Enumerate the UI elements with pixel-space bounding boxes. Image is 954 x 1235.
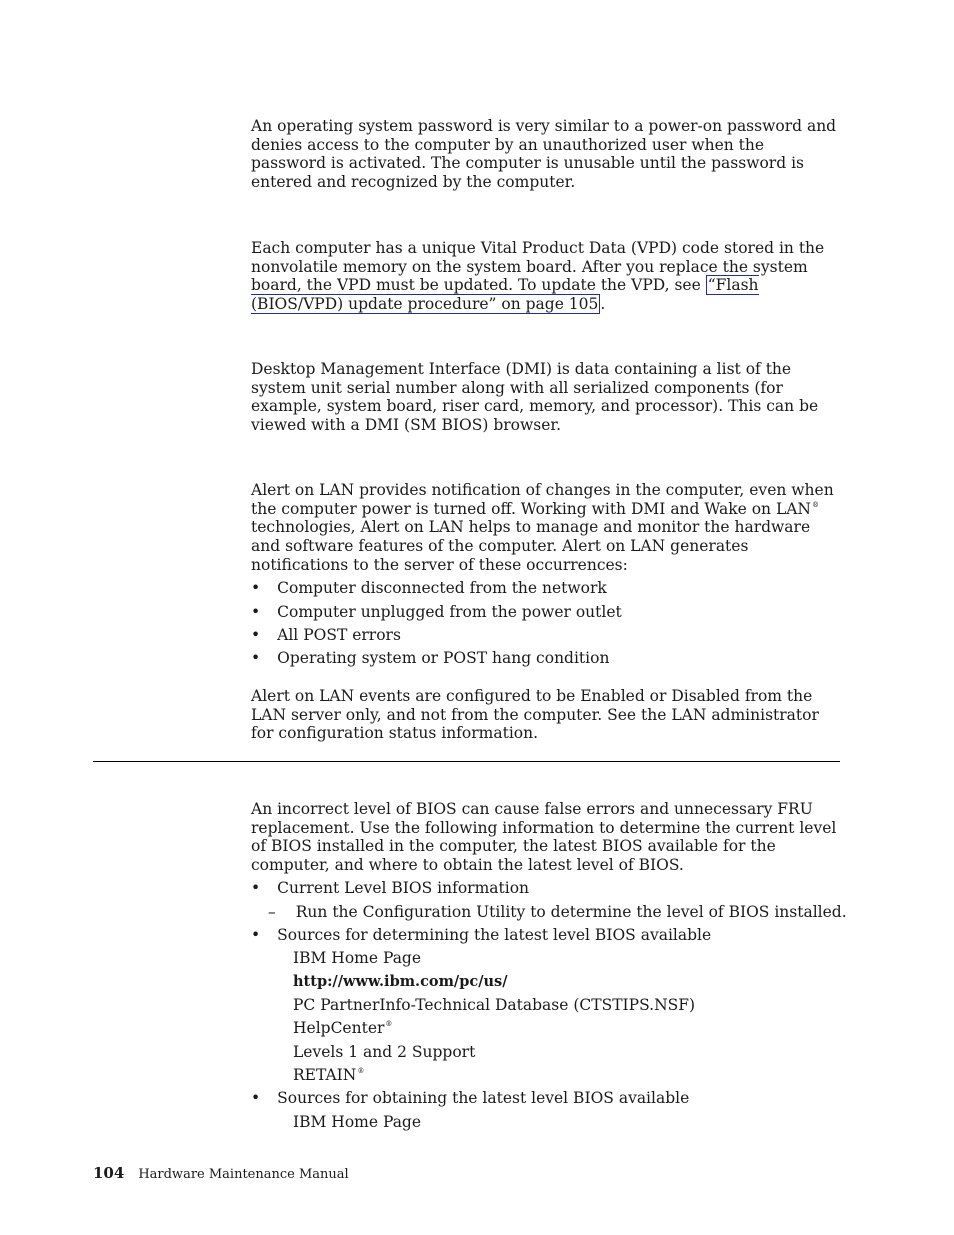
- retain-label: RETAIN: [293, 1066, 357, 1084]
- list-item: [251, 603, 622, 622]
- list-item-label: Computer unplugged from the power outlet: [277, 603, 622, 621]
- list-item: [251, 626, 401, 645]
- os-password-text: An operating system password is very similar to a power-on password and denies access to the computer by an unauthorized user when the password is activated. The computer is unusable until the password is entered and recognized by the computer.: [251, 117, 837, 192]
- bullet-icon: •: [251, 626, 261, 644]
- alert-intro-part1: Alert on LAN provides notification of changes in the computer, even when the computer power is turned off. Working with DMI and Wake on LAN: [251, 481, 834, 518]
- list-item: [251, 879, 529, 898]
- list-item-label: Computer disconnected from the network: [277, 579, 607, 597]
- alert-closing-paragraph: [251, 687, 841, 743]
- ibm-url: http://www.ibm.com/pc/us/: [293, 973, 508, 990]
- levels-support-label: Levels 1 and 2 Support: [293, 1043, 476, 1061]
- helpcenter-label: HelpCenter: [293, 1019, 385, 1037]
- alert-closing-text: Alert on LAN events are configured to be Enabled or Disabled from the LAN server only, and not from the computer. See the LAN administrator for configuration status information.: [251, 687, 819, 743]
- dmi-paragraph: [251, 360, 841, 435]
- flash-bios-update-link[interactable]: “Flash (BIOS/VPD) update procedure” on page 105: [251, 276, 759, 314]
- page-footer: [93, 1163, 349, 1182]
- bullet-icon: •: [251, 603, 261, 621]
- sources-determining-label: Sources for determining the latest level BIOS available: [277, 926, 712, 944]
- current-level-label: Current Level BIOS information: [277, 879, 530, 897]
- bullet-icon: •: [251, 879, 261, 897]
- manual-title: Hardware Maintenance Manual: [138, 1167, 349, 1182]
- vpd-text-start: Each computer has a unique Vital Product Data (VPD) code stored in the nonvolatile memory on the system board. After you replace the system board, the VPD must be updated. To update the VPD, see: [251, 239, 825, 295]
- ibm-home-page-label-2: IBM Home Page: [293, 1113, 422, 1131]
- sub-list-item: [268, 903, 847, 922]
- registered-mark: ®: [357, 1067, 365, 1075]
- sources-obtaining-label: Sources for obtaining the latest level BIOS available: [277, 1089, 690, 1107]
- vpd-paragraph: [251, 239, 841, 314]
- bullet-icon: •: [251, 1089, 261, 1107]
- run-config-text: Run the Configuration Utility to determine the level of BIOS installed.: [295, 903, 847, 921]
- ibm-home-page-label: IBM Home Page: [293, 949, 422, 967]
- retain-entry: [293, 1066, 364, 1085]
- bios-intro-paragraph: [251, 800, 841, 875]
- alert-intro-text: [251, 481, 841, 575]
- alert-intro-part2: technologies, Alert on LAN helps to manage and monitor the hardware and software features of the computer. Alert on LAN generates notifications to the server of these occurrences:: [251, 518, 811, 574]
- list-item: [251, 1089, 689, 1108]
- dmi-text: Desktop Management Interface (DMI) is data containing a list of the system unit serial number along with all serialized components (for example, system board, riser card, memory, and processor). This can be viewed with a DMI (SM BIOS) browser.: [251, 360, 819, 435]
- registered-mark: ®: [385, 1020, 393, 1028]
- list-item: [251, 926, 711, 945]
- bios-intro-text: An incorrect level of BIOS can cause false errors and unnecessary FRU replacement. Use the following information to determine the current level of BIOS installed in the computer, the latest BIOS available for the computer, and where to obtain the latest level of BIOS.: [251, 800, 837, 875]
- bullet-icon: •: [251, 649, 261, 667]
- bullet-icon: •: [251, 926, 261, 944]
- helpcenter-entry: [293, 1019, 392, 1038]
- list-item: [251, 649, 609, 668]
- pc-partnerinfo-label: PC PartnerInfo-Technical Database (CTSTIPS.NSF): [293, 996, 696, 1014]
- list-item-label: All POST errors: [277, 626, 401, 644]
- bullet-icon: •: [251, 579, 261, 597]
- vpd-text: [251, 239, 841, 314]
- alert-on-lan-paragraph: [251, 481, 841, 575]
- list-item: [251, 579, 607, 598]
- page-number: 104: [93, 1164, 125, 1182]
- list-item-label: Operating system or POST hang condition: [277, 649, 610, 667]
- os-password-paragraph: [251, 117, 841, 192]
- section-divider: [93, 761, 840, 762]
- dash-icon: –: [268, 903, 276, 921]
- registered-mark: ®: [812, 500, 819, 509]
- vpd-text-end: .: [600, 295, 606, 314]
